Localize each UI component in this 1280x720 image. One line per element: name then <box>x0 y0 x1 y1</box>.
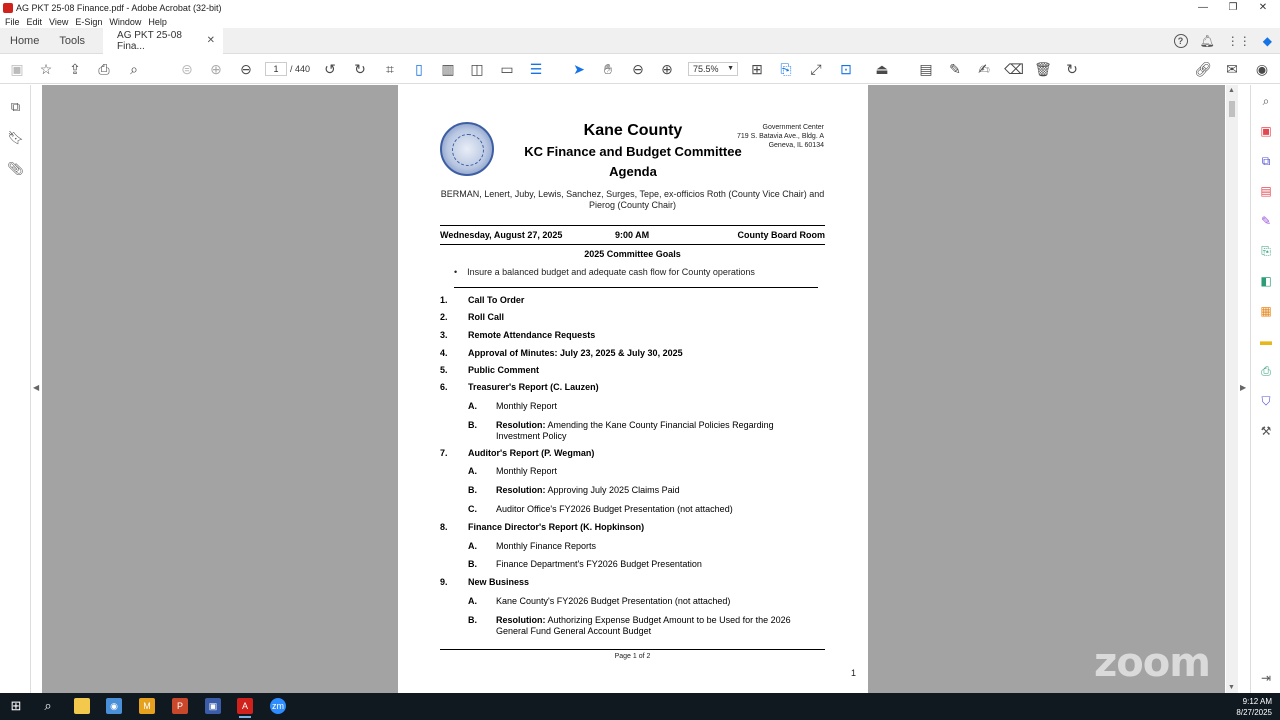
apps-grid-icon[interactable]: ⋮⋮ <box>1226 34 1251 48</box>
zoom-taskbar-icon[interactable]: zm <box>270 698 286 714</box>
left-navigation-pane <box>0 85 31 693</box>
scroll-up-icon[interactable]: ▲ <box>1228 87 1235 94</box>
page-footer: Page 1 of 2 <box>614 653 651 660</box>
single-page-icon[interactable]: ▯ <box>415 61 423 77</box>
scan-ocr-icon[interactable]: ◧ <box>1260 274 1272 288</box>
address-line: Government Center <box>762 124 824 131</box>
protect-shield-icon[interactable]: ⛉ <box>1261 393 1271 408</box>
item-letter: B. <box>468 420 477 430</box>
attachments-nav-icon[interactable]: 📎︎ <box>7 160 24 176</box>
item-text: Finance Director's Report (K. Hopkinson) <box>468 522 645 532</box>
close-tab-icon[interactable]: ✕ <box>206 35 216 46</box>
rotate-left-icon[interactable]: ↺ <box>324 61 336 77</box>
email-icon[interactable]: ✉ <box>1226 61 1238 77</box>
item-number: 1. <box>440 295 448 305</box>
item-text: Auditor's Report (P. Wegman) <box>468 448 595 458</box>
print-production-icon[interactable]: ⎙ <box>1261 363 1271 378</box>
item-text: Finance Department's FY2026 Budget Presentation <box>496 559 702 569</box>
comment-icon[interactable]: ▤ <box>919 61 933 77</box>
vertical-scrollbar[interactable] <box>1226 85 1238 693</box>
redo-icon[interactable]: ↻ <box>1066 61 1078 77</box>
county-name: Kane County <box>583 122 683 139</box>
select-cursor-icon[interactable]: ➤ <box>573 61 585 77</box>
item-text: Public Comment <box>468 365 540 375</box>
account-icon[interactable]: ◉ <box>1255 61 1269 77</box>
windows-taskbar <box>0 693 1280 720</box>
acrobat-cloud-icon[interactable]: ◆ <box>1262 34 1272 48</box>
clock-time: 9:12 AM <box>1242 697 1272 706</box>
fill-sign-icon[interactable]: ✎ <box>1260 214 1272 228</box>
export-pdf-icon[interactable]: ⎘ <box>780 61 792 77</box>
page-thumbnails-nav-icon[interactable]: ⧉ <box>10 98 21 114</box>
item-text: Monthly Finance Reports <box>496 541 597 551</box>
rotate-right-icon[interactable]: ↻ <box>354 61 366 77</box>
book-view-icon[interactable]: ◫ <box>470 61 484 77</box>
item-text-continued: Investment Policy <box>496 430 567 441</box>
draw-sign-icon[interactable]: ✍︎ <box>978 61 990 77</box>
item-text: Approval of Minutes: July 23, 2025 & July 30, 2025 <box>468 348 683 358</box>
clock-date: 8/27/2025 <box>1236 708 1272 717</box>
goal-text: Insure a balanced budget and adequate cash flow for County operations <box>467 267 755 277</box>
tab-document[interactable] <box>103 28 223 54</box>
item-text: Approving July 2025 Claims Paid <box>547 485 680 495</box>
divider <box>454 287 818 288</box>
close-window-button[interactable]: ✕ <box>1258 2 1268 13</box>
create-pdf-icon[interactable]: ▣ <box>1260 124 1272 138</box>
item-text: New Business <box>468 577 530 587</box>
item-number: 5. <box>440 365 448 375</box>
zoom-level-select[interactable] <box>688 62 738 76</box>
remote-desktop-icon[interactable]: ▣ <box>205 698 221 714</box>
print-icon[interactable]: ⎙ <box>98 61 110 77</box>
scrollbar-thumb[interactable] <box>1229 101 1235 117</box>
tab-bar <box>0 28 1280 54</box>
item-text: Treasurer's Report (C. Lauzen) <box>468 382 599 392</box>
menu-view[interactable]: View <box>49 16 69 27</box>
export-pdf-tool-icon[interactable]: ⎘ <box>1261 243 1271 258</box>
address-line: 719 S. Batavia Ave., Bldg. A <box>736 133 824 140</box>
main-toolbar <box>0 55 1280 84</box>
document-type: Agenda <box>609 164 657 179</box>
item-text: Authorizing Expense Budget Amount to be Used for the 2026 <box>547 615 791 625</box>
item-number: 3. <box>440 330 448 340</box>
tab-tools[interactable]: Tools <box>59 34 86 47</box>
item-letter: C. <box>468 504 477 514</box>
resolution-label: Resolution: <box>496 485 546 495</box>
title-bar <box>0 0 1280 15</box>
two-page-icon[interactable]: ▥ <box>441 61 455 77</box>
menu-esign[interactable]: E-Sign <box>75 16 103 27</box>
mail-app-icon[interactable]: M <box>139 698 155 714</box>
organize-pages-icon[interactable]: ▤ <box>1260 184 1272 198</box>
edit-pdf-tool-icon[interactable]: ▦ <box>1260 304 1272 318</box>
crop-icon[interactable]: ⌗ <box>386 61 394 77</box>
save-icon[interactable]: ▣ <box>10 61 24 77</box>
resolution-label: Resolution: <box>496 615 546 625</box>
restore-button[interactable]: ❐ <box>1228 2 1238 13</box>
collapse-left-pane-icon[interactable]: ◀ <box>33 383 40 392</box>
redact-icon[interactable]: ⌫ <box>1004 61 1024 77</box>
address-line: Geneva, IL 60134 <box>768 142 824 149</box>
taskbar-clock[interactable] <box>1236 696 1272 718</box>
menu-window[interactable]: Window <box>109 16 142 27</box>
windows-start-icon[interactable]: ⊞ <box>10 698 22 713</box>
item-number: 8. <box>440 522 448 532</box>
bookmark-star-icon[interactable]: ☆ <box>39 61 53 77</box>
tabbar-right-icons <box>1174 28 1272 54</box>
collapse-tools-panel-icon[interactable]: ⇥ <box>1260 671 1272 685</box>
zoom-in-icon[interactable]: ⊕ <box>661 61 673 77</box>
item-number: 4. <box>440 348 448 358</box>
previous-page-icon[interactable]: ⊕ <box>210 61 222 77</box>
goal-item <box>454 267 755 277</box>
menu-help[interactable]: Help <box>148 16 167 27</box>
item-text: Call To Order <box>468 295 525 305</box>
help-icon[interactable]: ? <box>1174 34 1188 48</box>
combine-files-icon[interactable]: ⧉ <box>1261 153 1271 168</box>
item-text-continued: General Fund General Account Budget <box>496 625 652 636</box>
collapse-right-pane-icon[interactable]: ▶ <box>1240 383 1247 392</box>
item-letter: B. <box>468 485 477 495</box>
upload-cloud-icon[interactable]: ⇪ <box>69 61 81 77</box>
zoom-out-icon[interactable]: ⊖ <box>632 61 644 77</box>
zoom-watermark: zoom <box>1094 640 1210 686</box>
search-icon[interactable]: ⌕ <box>1262 93 1270 108</box>
powerpoint-icon[interactable]: P <box>172 698 188 714</box>
address-block <box>737 123 824 150</box>
zoom-level-value: 75.5% <box>693 64 719 74</box>
page-number: 1 <box>850 668 856 678</box>
kane-county-seal <box>440 122 494 176</box>
item-letter: B. <box>468 559 477 569</box>
scroll-down-icon[interactable]: ▼ <box>1228 684 1235 691</box>
find-zoom-icon[interactable]: ⌕ <box>130 61 138 77</box>
file-explorer-icon[interactable] <box>74 698 90 714</box>
edit-pdf-icon[interactable]: ⊡ <box>840 61 852 77</box>
item-text: Roll Call <box>468 312 505 322</box>
chevron-down-icon: ▼ <box>727 65 734 72</box>
next-page-icon[interactable]: ⊖ <box>240 61 252 77</box>
fit-page-icon[interactable]: ⊞ <box>751 61 763 77</box>
document-tab-label: AG PKT 25-08 Fina... <box>117 29 182 52</box>
page-thumbnails-icon[interactable]: ⊜ <box>181 61 193 77</box>
acrobat-app-icon <box>3 3 13 13</box>
link-icon[interactable]: 🔗︎ <box>1194 61 1212 77</box>
item-number: 9. <box>440 577 448 587</box>
page-total: / 440 <box>290 64 311 74</box>
more-tools-icon[interactable]: ⚒ <box>1260 424 1272 438</box>
menu-bar <box>0 15 1280 28</box>
committee-name: KC Finance and Budget Committee <box>524 144 742 159</box>
item-letter: B. <box>468 615 477 625</box>
divider <box>440 244 825 245</box>
window-title: AG PKT 25-08 Finance.pdf - Adobe Acrobat (32-bit) <box>16 2 222 13</box>
goal-bullet: • <box>454 267 458 277</box>
meeting-date: Wednesday, August 27, 2025 <box>440 230 563 240</box>
item-text: Monthly Report <box>496 466 558 476</box>
goals-title: 2025 Committee Goals <box>584 249 681 259</box>
menu-file[interactable]: File <box>5 16 20 27</box>
item-letter: A. <box>468 466 477 476</box>
item-letter: A. <box>468 541 477 551</box>
meeting-time: 9:00 AM <box>615 230 650 240</box>
full-screen-icon[interactable]: ⤢ <box>810 61 822 77</box>
resolution-label: Resolution: <box>496 420 546 430</box>
presentation-icon[interactable]: ▭ <box>500 61 514 77</box>
item-number: 7. <box>440 448 448 458</box>
stamp-icon[interactable]: ⏏ <box>875 61 889 77</box>
item-number: 6. <box>440 382 448 392</box>
right-tools-panel <box>1250 85 1280 693</box>
tab-home[interactable]: Home <box>10 34 40 47</box>
document-canvas[interactable] <box>42 85 1225 693</box>
item-letter: A. <box>468 596 477 606</box>
meeting-location: County Board Room <box>737 230 825 240</box>
comment-tool-icon[interactable]: ▬ <box>1260 334 1272 348</box>
minimize-button[interactable]: — <box>1198 2 1208 13</box>
item-letter: A. <box>468 401 477 411</box>
item-text: Auditor Office's FY2026 Budget Presentation (not attached) <box>496 504 733 514</box>
highlight-pen-icon[interactable]: ✎ <box>949 61 961 77</box>
taskbar-search-icon[interactable]: ⌕ <box>44 698 52 713</box>
divider <box>440 225 825 226</box>
item-text: Remote Attendance Requests <box>468 330 596 340</box>
item-text: Amending the Kane County Financial Policies Regarding <box>547 420 774 430</box>
chrome-icon[interactable]: ◉ <box>106 698 122 714</box>
bookmarks-nav-icon[interactable]: 🔖︎ <box>7 129 24 145</box>
hand-tool-icon[interactable]: ✋︎ <box>604 61 612 77</box>
page-number-input[interactable]: 1 <box>265 62 287 76</box>
item-text: Monthly Report <box>496 401 558 411</box>
bell-icon[interactable]: 🔔︎ <box>1199 34 1215 48</box>
pdf-page <box>398 85 868 693</box>
divider <box>440 649 825 650</box>
committee-members: BERMAN, Lenert, Juby, Lewis, Sanchez, Surges, Tepe, ex-officios Roth (County Vice Chair) and Pierog (County Chair) <box>440 189 825 210</box>
delete-icon[interactable]: 🗑︎ <box>1034 61 1052 77</box>
menu-edit[interactable]: Edit <box>26 16 43 27</box>
acrobat-taskbar-icon[interactable]: A <box>237 698 253 714</box>
scrolling-mode-icon[interactable]: ☰ <box>529 61 543 77</box>
item-text: Kane County's FY2026 Budget Presentation (not attached) <box>496 596 731 606</box>
item-number: 2. <box>440 312 448 322</box>
